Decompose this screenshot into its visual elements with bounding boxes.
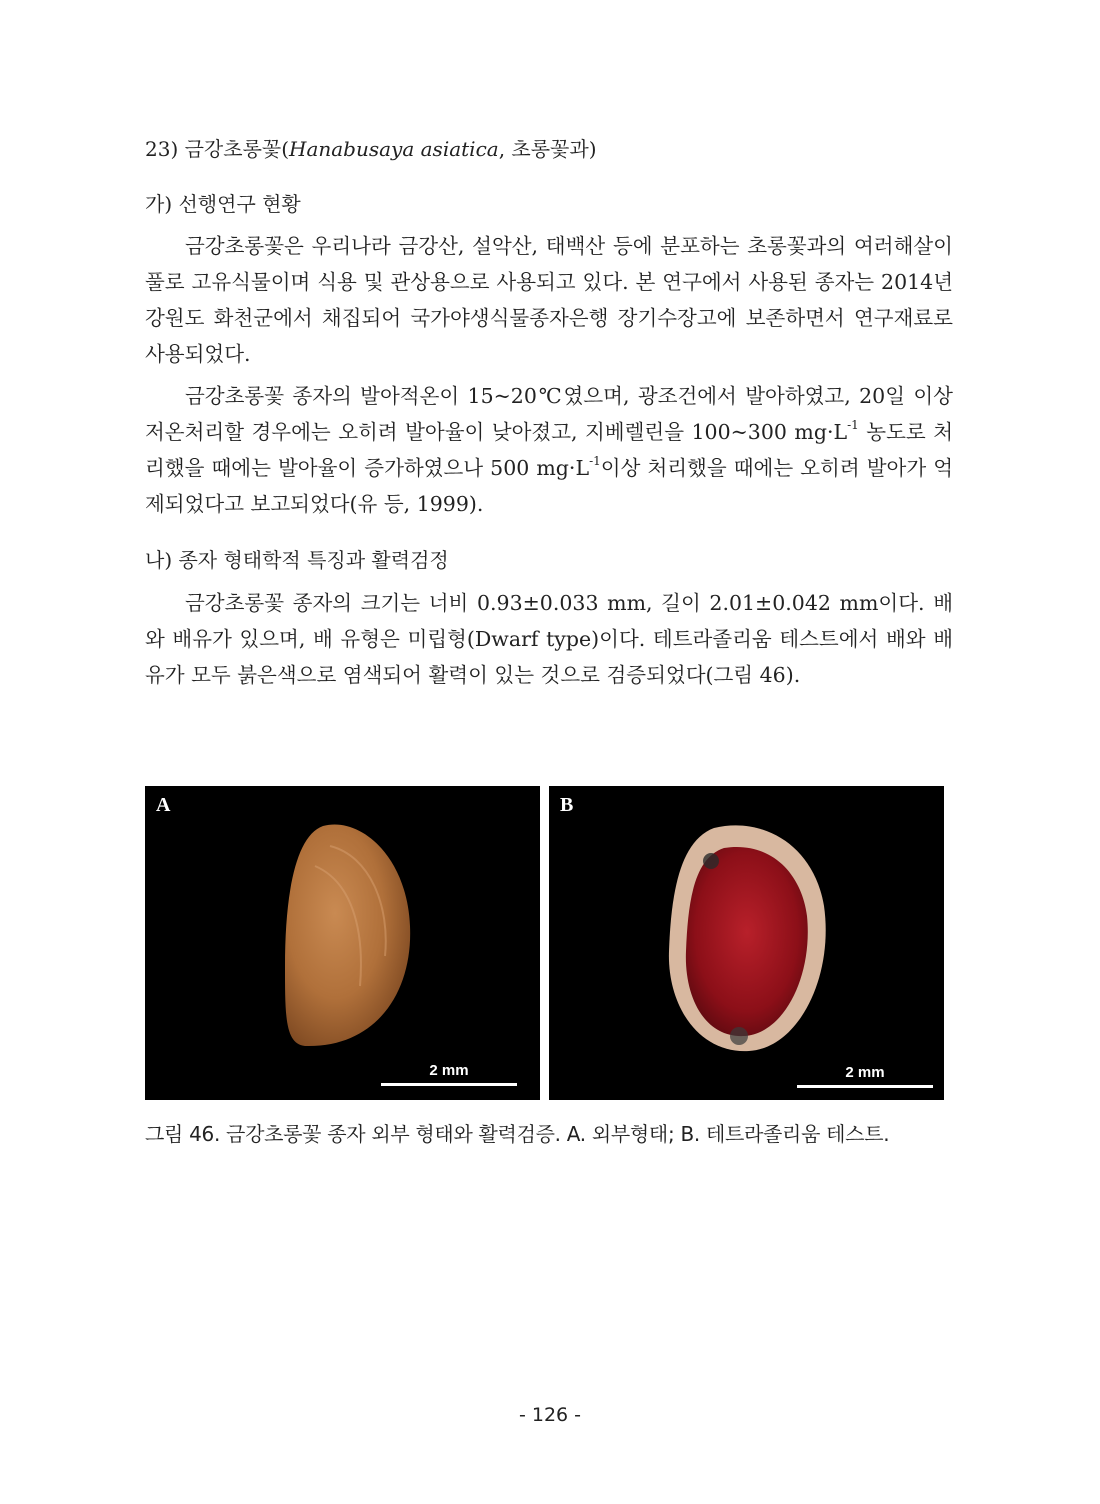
seed-photo-b xyxy=(549,786,944,1100)
page-number: - 126 - xyxy=(518,1404,582,1426)
figure-46 xyxy=(145,786,945,1100)
species-heading: 23) 금강초롱꽃(Hanabusaya asiatica, 초롱꽃과) xyxy=(145,137,597,161)
section-title-seed-morphology: 나) 종자 형태학적 특징과 활력검정 xyxy=(145,548,449,572)
section-title-previous-research: 가) 선행연구 현황 xyxy=(145,192,301,216)
panel-a-external-morphology xyxy=(145,786,540,1100)
scale-bar-a xyxy=(381,1083,517,1086)
paragraph-overview: 금강초롱꽃은 우리나라 금강산, 설악산, 태백산 등에 분포하는 초롱꽃과의 여러해살이풀로 고유식물이며 식용 및 관상용으로 사용되고 있다. 본 연구에서 사용된 종자는 2014년 강원도 화천군에서 채집되어 국가야생식물종자은행 장기수장고에 보존하면서 연구재료로 사용되었다. xyxy=(145,234,953,366)
panel-label-a: A xyxy=(156,794,171,816)
panel-b-tetrazolium-test xyxy=(549,786,944,1100)
scale-label-b: 2 mm xyxy=(845,1064,885,1081)
paragraph-germination: 금강초롱꽃 종자의 발아적온이 15~20℃였으며, 광조건에서 발아하였고, 20일 이상 저온처리할 경우에는 오히려 발아율이 낮아졌고, 지베렐린을 100~300 $mg\cdot L^{-1}$ 농도로 처리했을 때에는 발아율이 증가하였으나 500 $mg\cdot L^{-1}$이상 처리했을 때에는 오히려 발아가 억제되었다고 보고되었다(유 등, 1999). xyxy=(145,384,953,516)
panel-label-b: B xyxy=(560,794,574,816)
latin-name: Hanabusaya asiatica xyxy=(289,137,499,161)
scale-bar-b xyxy=(797,1085,933,1088)
figure-caption: 그림 46. 금강초롱꽃 종자 외부 형태와 활력검증. A. 외부형태; B. 테트라졸리움 테스트. xyxy=(145,1122,890,1146)
paragraph-morphology: 금강초롱꽃 종자의 크기는 너비 0.93±0.033 mm, 길이 2.01±0.042 mm이다. 배와 배유가 있으며, 배 유형은 미립형(Dwarf type)이다. 테트라졸리움 테스트에서 배와 배유가 모두 붉은색으로 염색되어 활력이 있는 것으로 검증되었다(그림 46). xyxy=(145,591,953,687)
scale-label-a: 2 mm xyxy=(429,1062,469,1079)
seed-photo-a xyxy=(145,786,540,1100)
